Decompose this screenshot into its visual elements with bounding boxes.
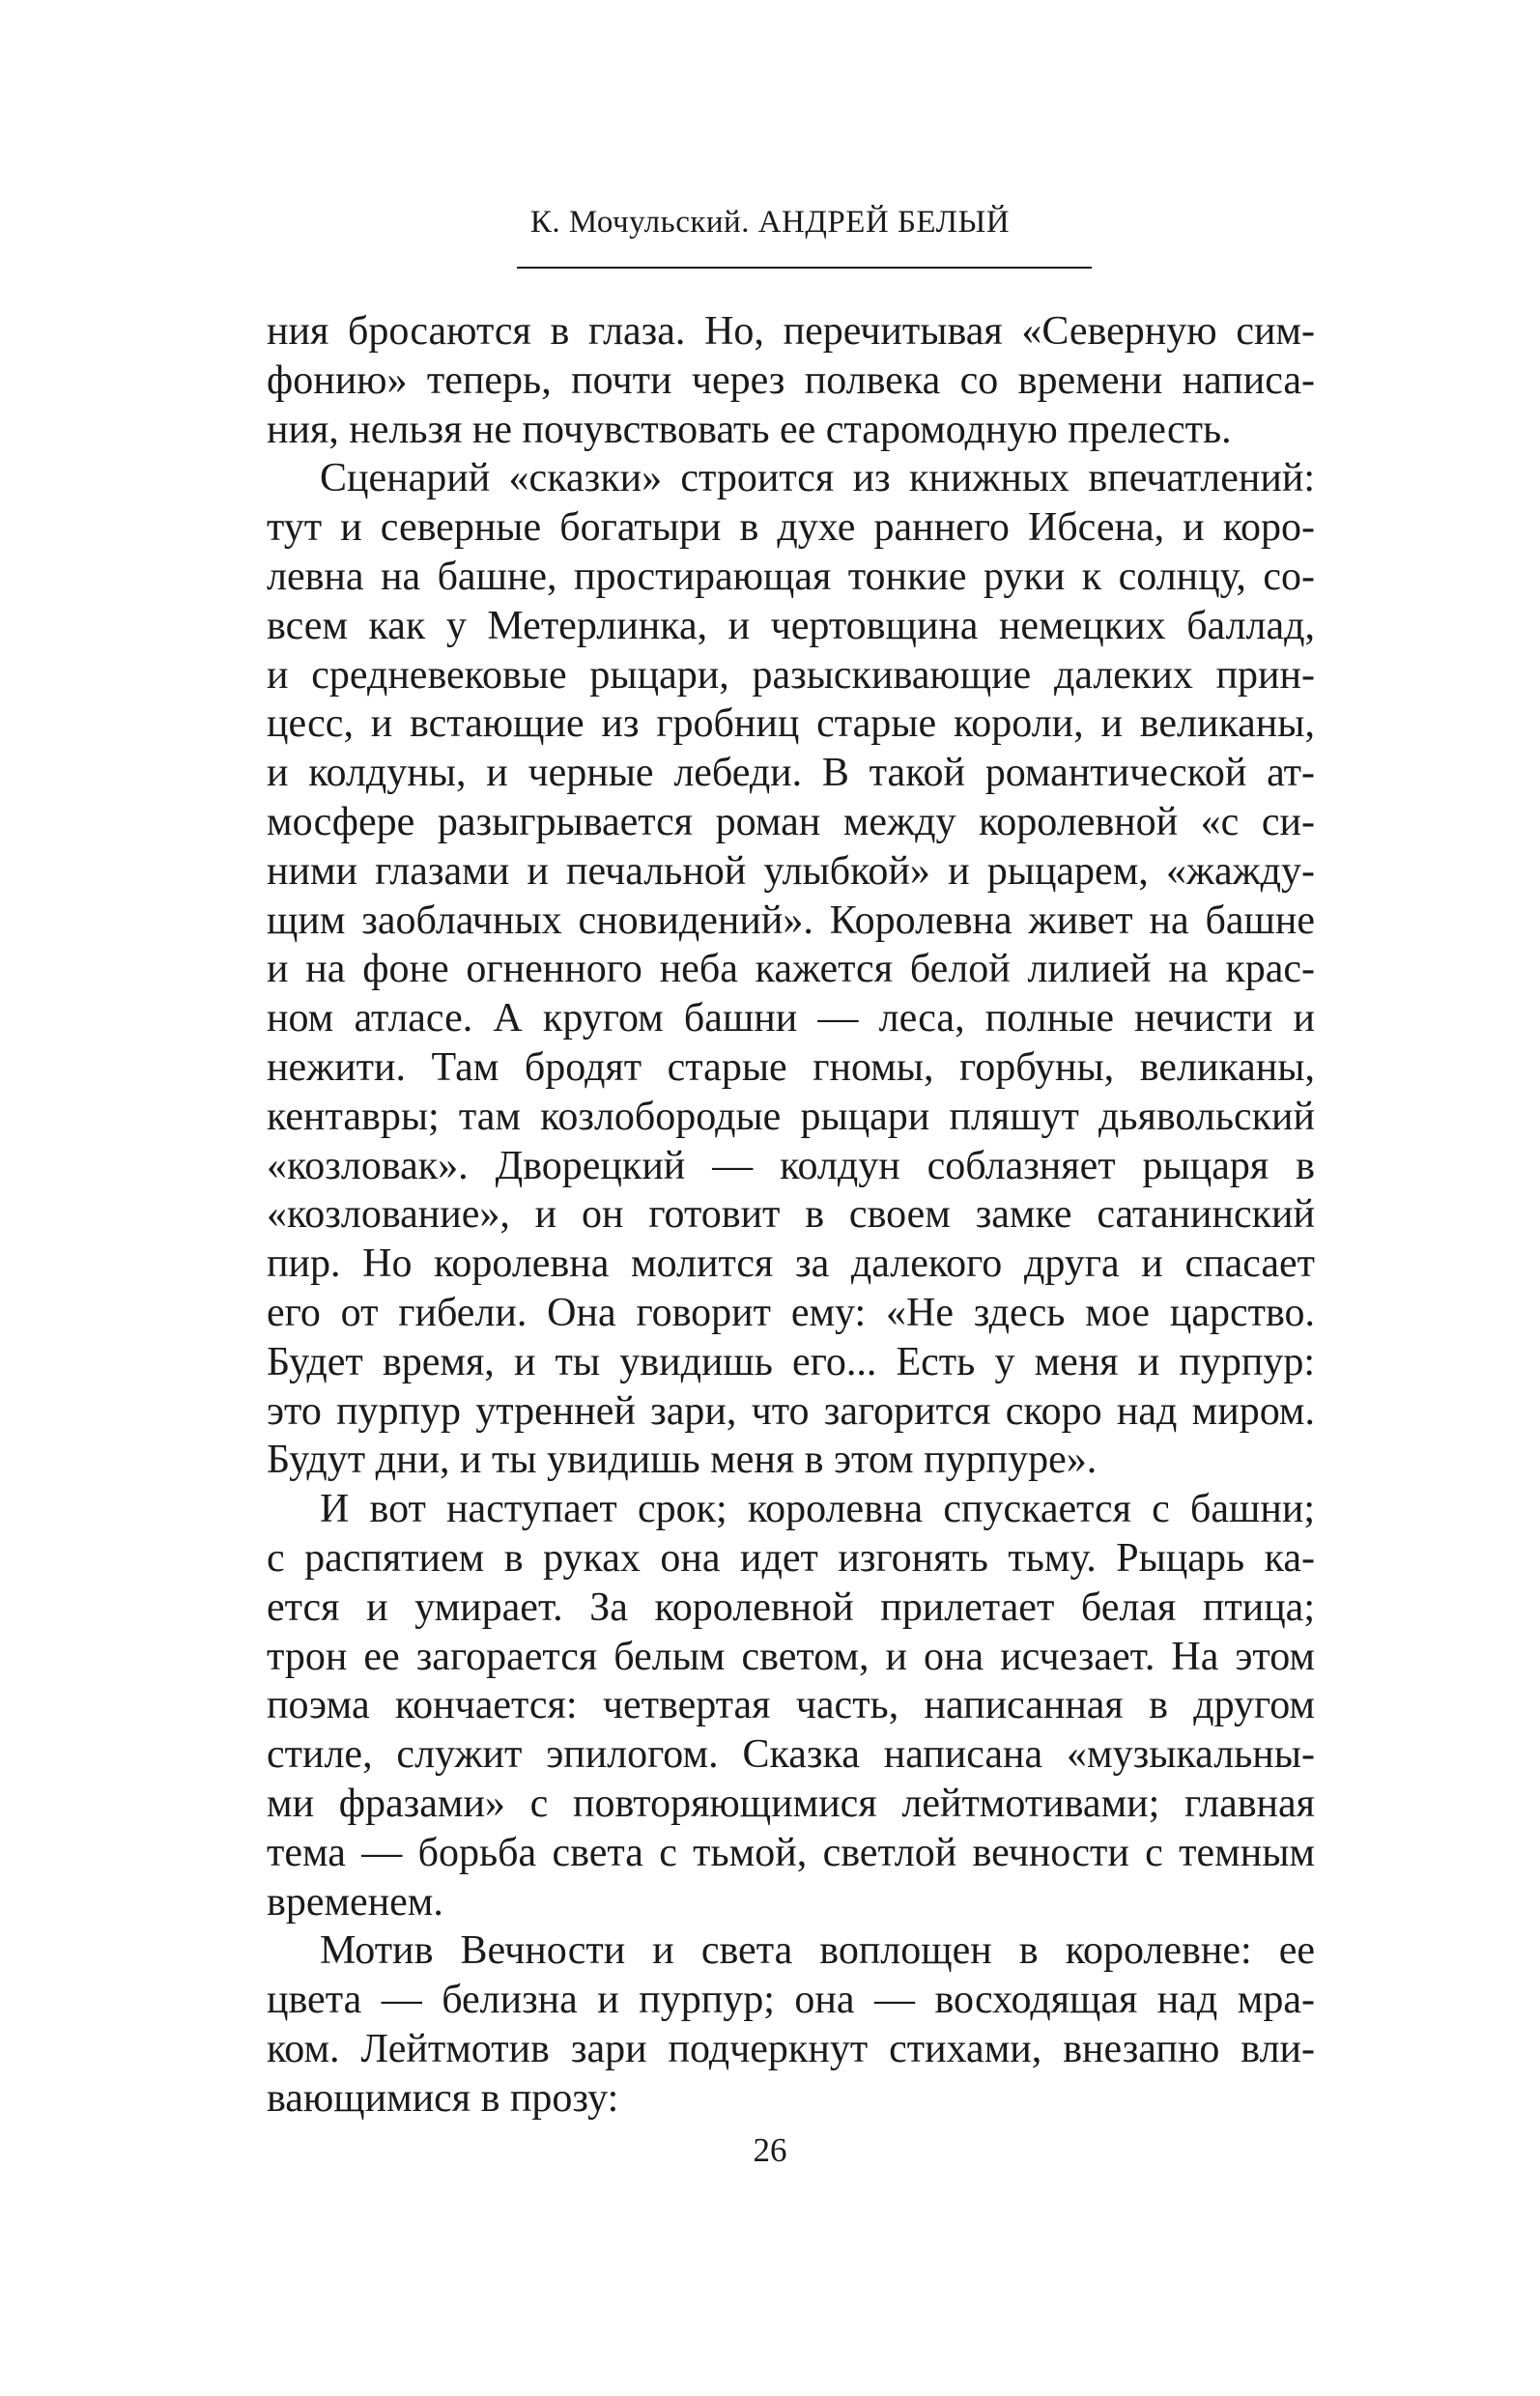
paragraph (267, 454, 1315, 1485)
text-line: вающимися в прозу: (267, 2075, 619, 2121)
text-line: мосфере разыгрывается роман между королевной «с си- (267, 799, 1315, 844)
text-line: и средневековые рыцари, разыскивающие далеких прин- (267, 652, 1315, 698)
text-line: щим заоблачных сновидений». Королевна живет на башне (267, 898, 1315, 943)
text-line: и колдуны, и черные лебеди. В такой романтической ат- (267, 751, 1315, 796)
text-line: и на фоне огненного неба кажется белой лилией на крас- (267, 947, 1315, 992)
text-line: нежити. Там бродят старые гномы, горбуны, великаны, (267, 1044, 1315, 1090)
text-line: Сценарий «сказки» строится из книжных впечатлений: (320, 456, 1315, 501)
text-line: цвета — белизна и пурпур; она — восходящая над мра- (267, 1978, 1315, 2023)
paragraph (267, 1926, 1315, 2123)
text-line: тут и северные богатыри в духе раннего Ибсена, и коро- (267, 505, 1315, 551)
text-line: цесс, и встающие из гробниц старые короли, и великаны, (267, 701, 1315, 747)
text-line: Будет время, и ты увидишь его... Есть у меня и пурпур: (267, 1339, 1315, 1384)
text-line: фонию» теперь, почти через полвека со времени написа- (267, 357, 1315, 403)
text-line: это пурпур утренней зари, что загорится скоро над миром. (267, 1388, 1315, 1434)
page-number: 26 (753, 2131, 787, 2169)
text-line: трон ее загорается белым светом, и она исчезает. На этом (267, 1634, 1315, 1679)
text-line: ними глазами и печальной улыбкой» и рыцарем, «жажду- (267, 848, 1315, 894)
text-line: «козловак». Дворецкий — колдун соблазняет рыцаря в (267, 1143, 1315, 1188)
text-line: стиле, служит эпилогом. Сказка написана «музыкальны- (267, 1732, 1315, 1778)
text-line: пир. Но королевна молится за далекого друга и спасает (267, 1241, 1315, 1287)
header-rule (517, 267, 1092, 269)
paragraph (267, 1485, 1315, 1926)
text-line: И вот наступает срок; королевна спускается с башни; (320, 1487, 1315, 1532)
running-title: К. Мочульский. АНДРЕЙ БЕЛЫЙ (529, 205, 1011, 240)
text-line: ния бросаются в глаза. Но, перечитывая «Северную сим- (267, 309, 1315, 354)
text-line: ния, нельзя не почувствовать ее старомодную прелесть. (267, 407, 1232, 452)
text-line: кентавры; там козлобородые рыцари пляшут дьявольский (267, 1094, 1315, 1139)
text-line: Будут дни, и ты увидишь меня в этом пурпуре». (267, 1438, 1098, 1483)
body-text (267, 307, 1315, 2123)
text-line: ется и умирает. За королевной прилетает белая птица; (267, 1584, 1315, 1630)
text-line: временем. (267, 1879, 443, 1925)
text-line: его от гибели. Она говорит ему: «Не здесь мое царство. (267, 1290, 1315, 1335)
text-line: ном атласе. А кругом башни — леса, полные нечисти и (267, 996, 1315, 1041)
text-line: левна на башне, простирающая тонкие руки к солнцу, со- (267, 554, 1315, 599)
text-line: поэма кончается: четвертая часть, написанная в другом (267, 1683, 1315, 1728)
text-line: Мотив Вечности и света воплощен в королевне: ее (320, 1928, 1315, 1974)
text-line: тема — борьба света с тьмой, светлой вечности с темным (267, 1830, 1315, 1875)
paragraph (267, 307, 1315, 454)
text-line: «козлование», и он готовит в своем замке сатанинский (267, 1192, 1315, 1238)
text-line: ком. Лейтмотив зари подчеркнут стихами, внезапно вли- (267, 2026, 1315, 2071)
text-line: с распятием в руках она идет изгонять тьму. Рыцарь ка- (267, 1535, 1315, 1581)
text-line: всем как у Метерлинка, и чертовщина немецких баллад, (267, 603, 1315, 648)
text-line: ми фразами» с повторяющимися лейтмотивами; главная (267, 1781, 1315, 1826)
